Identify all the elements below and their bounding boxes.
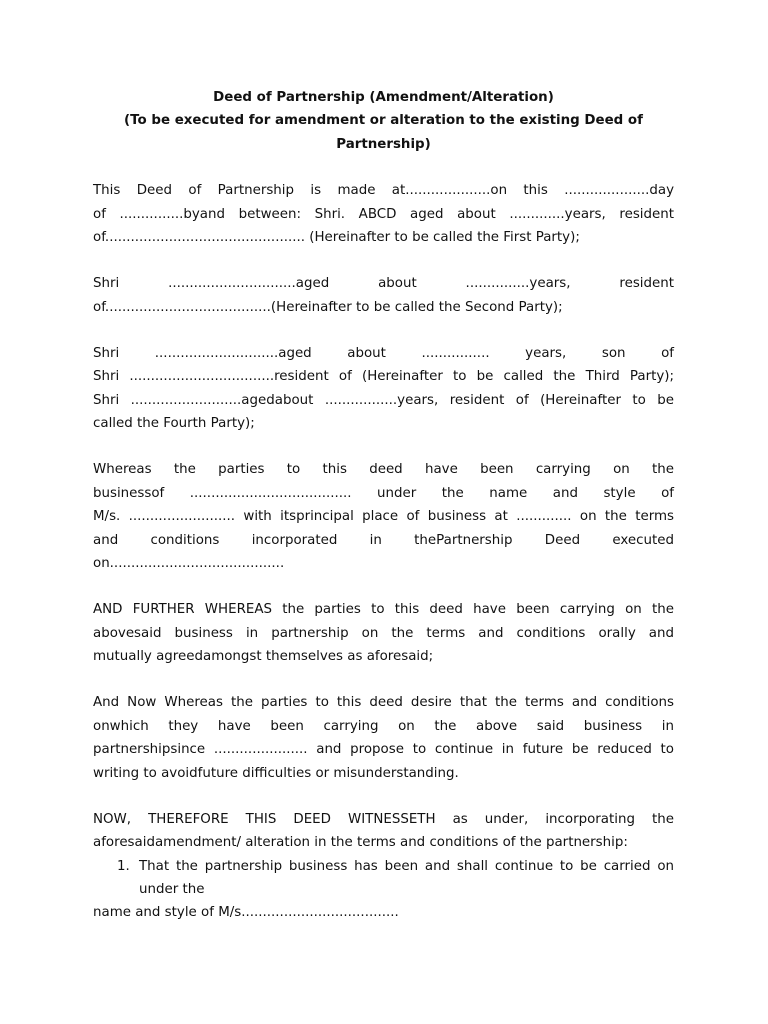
paragraph-line: businessof ...................................... under the name and style of <box>93 485 674 501</box>
paragraph-line: Shri .............................aged about ................ years, son of <box>93 346 674 362</box>
paragraph-line: mutually agreedamongst themselves as aforesaid; <box>93 649 434 665</box>
paragraph-line: NOW, THEREFORE THIS DEED WITNESSETH as under, incorporating the <box>93 811 674 827</box>
document-title: Deed of Partnership (Amendment/Alteration) <box>213 90 554 105</box>
paragraph-line: of............................................... (Hereinafter to be called the First Party); <box>93 230 580 246</box>
list-number: 1. <box>117 858 130 874</box>
list-line: That the partnership business has been and shall continue to be carried on <box>139 858 674 874</box>
paragraph <box>93 272 674 319</box>
paragraph-line: aforesaidamendment/ alteration in the terms and conditions of the partnership: <box>93 835 628 851</box>
paragraph-line: of.......................................(Hereinafter to be called the Second Party); <box>93 299 563 315</box>
document-subtitle: (To be executed for amendment or alteration to the existing Deed of Partnership) <box>124 113 643 152</box>
paragraph-line: This Deed of Partnership is made at....................on this ....................day <box>93 183 674 199</box>
list-line: under the <box>139 881 205 897</box>
paragraph <box>93 598 674 668</box>
paragraph-line: And Now Whereas the parties to this deed desire that the terms and conditions <box>93 695 674 711</box>
paragraph-line: partnershipsince ...................... and propose to continue in future be reduced to <box>93 742 674 758</box>
paragraph <box>93 342 674 436</box>
paragraph-line: and conditions incorporated in thePartnership Deed executed <box>93 532 674 548</box>
paragraph <box>93 458 674 575</box>
paragraph-line: AND FURTHER WHEREAS the parties to this deed have been carrying on the <box>93 602 674 618</box>
list-text <box>139 855 674 902</box>
paragraph-line: Shri ..............................aged about ...............years, resident <box>93 276 674 292</box>
list-item <box>93 855 674 902</box>
paragraph-line: called the Fourth Party); <box>93 416 255 432</box>
paragraph-line: writing to avoidfuture difficulties or misunderstanding. <box>93 765 459 781</box>
paragraph <box>93 691 674 785</box>
paragraph <box>93 808 674 855</box>
paragraph <box>93 179 674 249</box>
paragraph-line: onwhich they have been carrying on the above said business in <box>93 718 674 734</box>
paragraph-line: abovesaid business in partnership on the terms and conditions orally and <box>93 625 674 641</box>
paragraph-line: Shri ..................................resident of (Hereinafter to be called the Third Party); <box>93 369 674 385</box>
paragraph-line: on......................................... <box>93 556 285 572</box>
numbered-list <box>93 855 674 902</box>
paragraph-line: M/s. ......................... with itsprincipal place of business at ............. on the terms <box>93 509 674 525</box>
list-continuation: name and style of M/s..................................... <box>93 905 399 921</box>
paragraph-line: Shri ..........................agedabout .................years, resident of (Hereinafter to be <box>93 392 674 408</box>
document-body <box>93 179 674 854</box>
paragraph-line: of ...............byand between: Shri. ABCD aged about .............years, resident <box>93 206 674 222</box>
paragraph-line: Whereas the parties to this deed have been carrying on the <box>93 462 674 478</box>
